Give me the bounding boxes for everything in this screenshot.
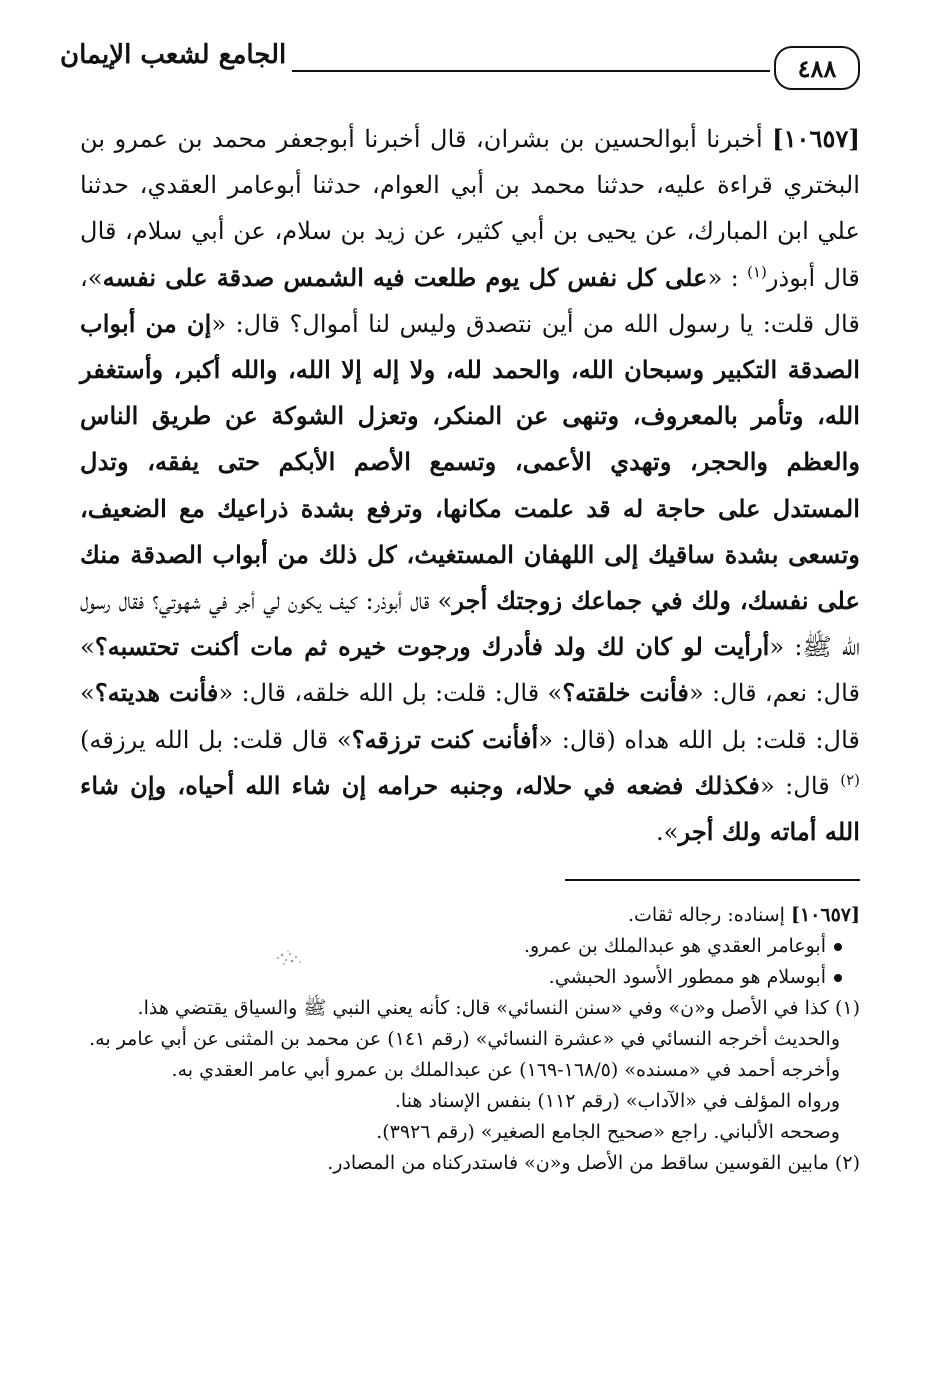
isnad-grading-text: إسناده: رجاله ثقات. bbox=[628, 904, 785, 926]
narration-text: ». bbox=[655, 818, 679, 847]
footnote-1-line: والحديث أخرجه النسائي في «عشرة النسائي» (رقم ١٤١) عن محمد بن المثنى عن أبي عامر به. bbox=[89, 1028, 840, 1050]
prophetic-quote: إن من أبواب الصدقة التكبير وسبحان الله، والحمد لله، ولا إله إلا الله، والله أكبر، وأستغفر الله، وتأمر بالمعروف، وتنهى عن المنكر، وتعزل الشوكة عن طريق الناس والعظم والحجر، وتهدي الأعمى، وتسمع الأصم الأبكم حتى يفقه، وتدل المستدل على حاجة له قد علمت مكانها، وترفع بشدة ذراعيك مع الضعيف، وتسعى بشدة ساقيك إلى اللهفان المستغيث، كل ذلك من أبواب الصدقة منك على نفسك، ولك في جماعك زوجتك أجر bbox=[80, 308, 860, 616]
page-number: ٤٨٨ bbox=[797, 53, 837, 83]
bullet-note bbox=[85, 931, 860, 962]
prophetic-quote: أفأنت كنت ترزقه؟ bbox=[351, 724, 539, 754]
bullet-text: أبوعامر العقدي هو عبدالملك بن عمرو. bbox=[523, 935, 826, 957]
hadith-number: [١٠٦٥٧] bbox=[772, 124, 860, 153]
isnad-text: أخبرنا أبوالحسين بن بشران، قال أخبرنا أبوجعفر محمد بن عمرو بن البختري قراءة عليه، حدثنا محمد بن أبي العوام، حدثنا أبوعامر العقدي، حدثنا علي ابن المبارك، عن يحيى بن أبي كثير، عن زيد بن سلام، عن أبي سلام، قال قال أبوذر bbox=[80, 125, 860, 292]
narration-text: » قال: قلت: بل الله خلقه، قال: « bbox=[218, 679, 563, 708]
footnote-1-line: وأخرجه أحمد في «مسنده» (١٦٨/٥-١٦٩) عن عبدالملك بن عمرو أبي عامر العقدي به. bbox=[171, 1059, 840, 1081]
bullet-note bbox=[85, 962, 860, 993]
narration-text: : « bbox=[707, 263, 739, 292]
header-rule bbox=[292, 70, 770, 72]
footnote-2: (٢) مابين القوسين ساقط من الأصل و«ن» فاستدركناه من المصادر. bbox=[327, 1152, 860, 1174]
footnotes bbox=[85, 900, 860, 1179]
prophetic-quote: على كل نفس كل يوم طلعت فيه الشمس صدقة على نفسه bbox=[102, 262, 708, 292]
prophetic-quote: أرأيت لو كان لك ولد فأدرك ورجوت خيره ثم مات أكنت تحتسبه؟ bbox=[94, 632, 770, 662]
hadith-paragraph bbox=[80, 116, 860, 855]
footnote-1-line: ورواه المؤلف في «الآداب» (رقم ١١٢) بنفس الإسناد هنا. bbox=[394, 1090, 840, 1112]
narration-text: » قال قلت: بل الله يرزقه) bbox=[80, 725, 352, 754]
prophetic-quote: فكذلك فضعه في حلاله، وجنبه حرامه إن شاء الله أحياه، وإن شاء الله أماته ولك أجر bbox=[80, 770, 860, 847]
hadith-text bbox=[80, 116, 860, 855]
page-number-box bbox=[774, 46, 860, 90]
footnote-ref-1: (١) bbox=[747, 262, 767, 281]
isnad-number: [١٠٦٥٧] bbox=[790, 904, 860, 926]
footnote-ref-2: (٢) bbox=[840, 770, 860, 789]
narration-text: » قال: قلت: بل الله هداه (قال: « bbox=[80, 679, 860, 754]
narration-text: »، قال قلت: يا رسول الله من أين نتصدق وليس لنا أموال؟ قال: « bbox=[80, 263, 860, 338]
bullet-icon bbox=[834, 974, 842, 982]
narration-text: قال: « bbox=[759, 771, 841, 800]
prophetic-quote: فأنت خلقته؟ bbox=[562, 678, 689, 708]
bullet-icon bbox=[834, 943, 842, 951]
narration-text: » قال: نعم، قال: « bbox=[80, 633, 861, 708]
footnote-1: (١) كذا في الأصل و«ن» وفي «سنن النسائي» قال: كأنه يعني النبي ﷺ والسياق يقتضي هذا. bbox=[137, 997, 860, 1019]
prophetic-quote: فأنت هديته؟ bbox=[94, 678, 219, 708]
bullet-text: أبوسلام هو ممطور الأسود الحبشي. bbox=[548, 966, 826, 988]
footnote-1-line: وصححه الألباني. راجع «صحيح الجامع الصغير» (رقم ٣٩٢٦). bbox=[376, 1121, 840, 1143]
isnad-grading bbox=[85, 900, 860, 931]
running-title: الجامع لشعب الإيمان bbox=[60, 40, 287, 70]
narration-text: » قال أبوذر: كيف يكون لي أجر في شهوتي؟ فقال رسول الله ﷺ: « bbox=[80, 587, 860, 662]
footnote-separator bbox=[565, 879, 860, 881]
